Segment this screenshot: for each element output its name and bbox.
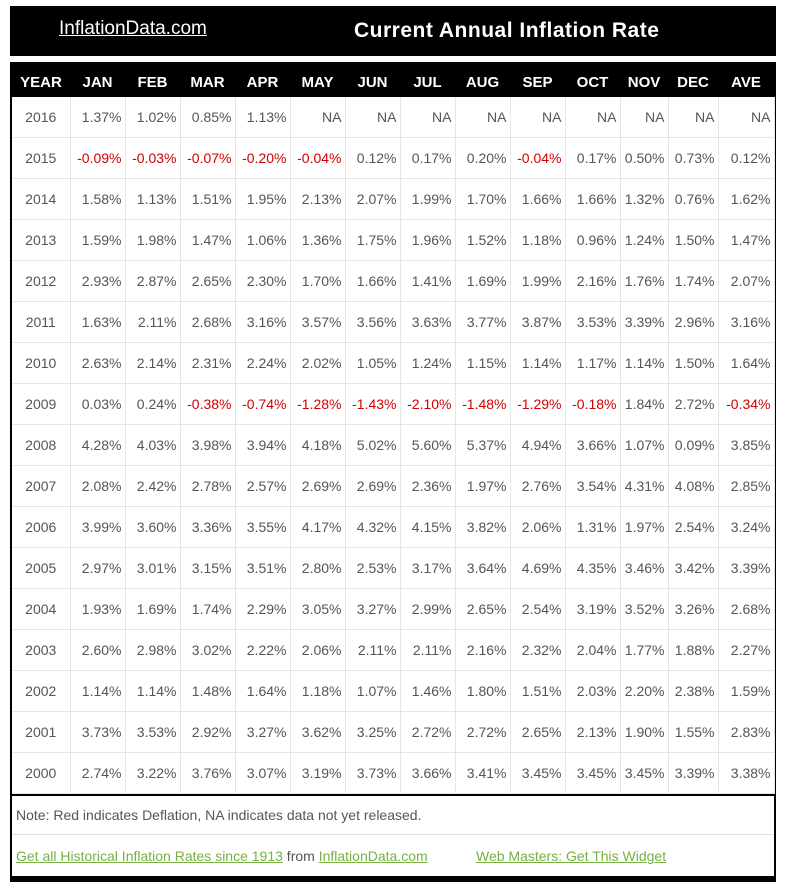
rate-cell: 1.59% [718,671,774,712]
rate-cell: 2.13% [290,179,345,220]
rate-cell: 3.73% [345,753,400,794]
rate-cell: NA [290,97,345,138]
rate-cell: 1.98% [125,220,180,261]
rate-cell: 1.17% [565,343,620,384]
year-cell: 2012 [12,261,70,302]
rate-cell: 3.39% [668,753,718,794]
column-header-sep: SEP [510,68,565,97]
rate-cell: 2.13% [565,712,620,753]
rate-cell: 1.66% [345,261,400,302]
rate-cell: -0.20% [235,138,290,179]
rate-cell: 0.03% [70,384,125,425]
site-link[interactable]: InflationData.com [59,18,207,39]
rate-cell: 2.24% [235,343,290,384]
rate-cell: 1.14% [510,343,565,384]
rate-cell: 4.31% [620,466,668,507]
rate-cell: -0.03% [125,138,180,179]
rate-cell: 2.68% [718,589,774,630]
rate-cell: 3.53% [565,302,620,343]
rate-cell: 1.96% [400,220,455,261]
rate-cell: 1.76% [620,261,668,302]
rate-cell: 2.53% [345,548,400,589]
footer-site-link[interactable]: InflationData.com [318,848,428,864]
table-row [12,179,774,220]
rate-cell: 4.18% [290,425,345,466]
rate-cell: 2.54% [510,589,565,630]
rate-cell: 0.20% [455,138,510,179]
rate-cell: 1.15% [455,343,510,384]
rate-cell: 3.17% [400,548,455,589]
rate-cell: 2.54% [668,507,718,548]
rate-cell: 2.87% [125,261,180,302]
rate-cell: 1.58% [70,179,125,220]
rate-cell: 3.39% [620,302,668,343]
rate-cell: 2.99% [400,589,455,630]
column-header-may: MAY [290,68,345,97]
rate-cell: 1.37% [70,97,125,138]
rate-cell: 3.01% [125,548,180,589]
rate-cell: 2.07% [345,179,400,220]
rate-cell: -1.28% [290,384,345,425]
rate-cell: 3.54% [565,466,620,507]
rate-cell: 3.85% [718,425,774,466]
rate-cell: 2.68% [180,302,235,343]
rate-cell: 1.84% [620,384,668,425]
rate-cell: 2.32% [510,630,565,671]
rate-cell: 3.46% [620,548,668,589]
rate-cell: 3.16% [718,302,774,343]
rate-cell: 1.51% [510,671,565,712]
rate-cell: 4.08% [668,466,718,507]
rate-cell: -0.18% [565,384,620,425]
year-cell: 2011 [12,302,70,343]
rate-cell: 0.50% [620,138,668,179]
rate-cell: 3.56% [345,302,400,343]
rate-cell: NA [345,97,400,138]
rate-cell: 2.93% [70,261,125,302]
footer-links [16,848,428,864]
rate-cell: 1.59% [70,220,125,261]
rate-cell: 1.66% [510,179,565,220]
rate-cell: 2.16% [455,630,510,671]
table-row [12,671,774,712]
rate-cell: 2.98% [125,630,180,671]
column-header-year: YEAR [12,68,70,97]
rate-cell: 0.76% [668,179,718,220]
rate-cell: 1.52% [455,220,510,261]
table-header-row [12,68,774,97]
rate-cell: 2.76% [510,466,565,507]
year-cell: 2016 [12,97,70,138]
rate-cell: 3.77% [455,302,510,343]
rate-cell: 1.47% [718,220,774,261]
rate-cell: 3.45% [510,753,565,794]
rate-cell: -0.38% [180,384,235,425]
rate-cell: 1.50% [668,220,718,261]
rate-cell: -1.48% [455,384,510,425]
rate-cell: 1.13% [125,179,180,220]
rate-cell: 2.06% [510,507,565,548]
rate-cell: 2.80% [290,548,345,589]
rate-cell: 2.30% [235,261,290,302]
column-header-ave: AVE [718,68,774,97]
rate-cell: 2.07% [718,261,774,302]
rate-cell: 3.39% [718,548,774,589]
year-cell: 2006 [12,507,70,548]
rate-cell: 0.96% [565,220,620,261]
rate-cell: -0.74% [235,384,290,425]
rate-cell: 5.02% [345,425,400,466]
rate-cell: 3.52% [620,589,668,630]
footer [12,796,774,876]
rate-cell: 1.14% [620,343,668,384]
rate-cell: 2.97% [70,548,125,589]
rate-cell: 3.66% [400,753,455,794]
rate-cell: 1.32% [620,179,668,220]
rate-cell: 3.62% [290,712,345,753]
rate-cell: 4.17% [290,507,345,548]
rate-cell: 1.41% [400,261,455,302]
rate-cell: 3.15% [180,548,235,589]
rate-cell: 1.55% [668,712,718,753]
rate-cell: 1.75% [345,220,400,261]
rate-cell: 3.45% [620,753,668,794]
rate-cell: 2.65% [510,712,565,753]
rate-cell: 1.14% [125,671,180,712]
rate-cell: 2.72% [400,712,455,753]
rate-cell: 1.36% [290,220,345,261]
rate-cell: 1.62% [718,179,774,220]
rate-cell: 3.87% [510,302,565,343]
rate-cell: 1.24% [400,343,455,384]
rate-cell: 1.97% [455,466,510,507]
rate-cell: 0.12% [345,138,400,179]
rate-cell: 1.77% [620,630,668,671]
rate-cell: 1.48% [180,671,235,712]
rate-cell: 1.07% [620,425,668,466]
rate-cell: 3.19% [565,589,620,630]
rate-cell: -0.07% [180,138,235,179]
table-row [12,220,774,261]
rate-cell: NA [400,97,455,138]
rate-cell: 4.03% [125,425,180,466]
year-cell: 2015 [12,138,70,179]
year-cell: 2009 [12,384,70,425]
rate-cell: 2.27% [718,630,774,671]
rate-cell: 3.63% [400,302,455,343]
rate-cell: 3.27% [345,589,400,630]
rate-cell: 1.70% [455,179,510,220]
table-row [12,753,774,794]
rate-cell: 0.24% [125,384,180,425]
rate-cell: 2.11% [125,302,180,343]
rate-cell: 2.38% [668,671,718,712]
rate-cell: 2.04% [565,630,620,671]
column-header-nov: NOV [620,68,668,97]
rate-cell: 2.57% [235,466,290,507]
rate-cell: 1.47% [180,220,235,261]
rate-cell: NA [565,97,620,138]
year-cell: 2004 [12,589,70,630]
rate-cell: 0.17% [565,138,620,179]
rate-cell: 1.46% [400,671,455,712]
rate-cell: 1.13% [235,97,290,138]
year-cell: 2010 [12,343,70,384]
rate-cell: NA [718,97,774,138]
year-cell: 2002 [12,671,70,712]
page-title: Current Annual Inflation Rate [354,19,660,42]
rate-cell: 1.74% [668,261,718,302]
year-cell: 2007 [12,466,70,507]
rate-cell: 2.96% [668,302,718,343]
rate-cell: NA [510,97,565,138]
rate-cell: 5.37% [455,425,510,466]
rate-cell: 1.24% [620,220,668,261]
table-row [12,548,774,589]
rate-cell: 2.16% [565,261,620,302]
rate-cell: 2.14% [125,343,180,384]
table-row [12,384,774,425]
rate-cell: 3.36% [180,507,235,548]
rate-cell: 3.22% [125,753,180,794]
rate-cell: 1.90% [620,712,668,753]
rate-cell: 3.41% [455,753,510,794]
rate-cell: 1.95% [235,179,290,220]
rate-cell: 3.05% [290,589,345,630]
table-row [12,302,774,343]
rate-cell: -1.29% [510,384,565,425]
rate-cell: 3.45% [565,753,620,794]
rate-cell: 4.28% [70,425,125,466]
rate-cell: 2.31% [180,343,235,384]
rate-cell: 3.38% [718,753,774,794]
rate-cell: 1.63% [70,302,125,343]
rate-cell: 2.69% [290,466,345,507]
rate-cell: 2.06% [290,630,345,671]
rate-cell: -0.04% [290,138,345,179]
rate-cell: 3.16% [235,302,290,343]
rate-cell: 1.18% [290,671,345,712]
rate-cell: 4.35% [565,548,620,589]
rate-cell: 2.08% [70,466,125,507]
rate-cell: 0.09% [668,425,718,466]
rate-cell: -1.43% [345,384,400,425]
rate-cell: 3.66% [565,425,620,466]
inflation-table [12,68,775,794]
header-bar [10,6,776,56]
table-row [12,712,774,753]
rate-cell: 2.11% [400,630,455,671]
rate-cell: 4.69% [510,548,565,589]
rate-cell: 3.26% [668,589,718,630]
column-header-jan: JAN [70,68,125,97]
rate-cell: 1.93% [70,589,125,630]
rate-cell: NA [455,97,510,138]
rate-cell: 1.74% [180,589,235,630]
column-header-aug: AUG [455,68,510,97]
rate-cell: 2.36% [400,466,455,507]
rate-cell: 0.73% [668,138,718,179]
table-row [12,97,774,138]
rate-cell: 1.69% [455,261,510,302]
rate-cell: 2.02% [290,343,345,384]
rate-cell: 1.70% [290,261,345,302]
get-widget-link[interactable]: Web Masters: Get This Widget [476,848,667,864]
rate-cell: -0.09% [70,138,125,179]
table-row [12,507,774,548]
rate-cell: 1.31% [565,507,620,548]
rate-cell: NA [668,97,718,138]
divider [12,834,774,835]
rate-cell: 1.51% [180,179,235,220]
rate-cell: 2.78% [180,466,235,507]
rate-cell: 3.82% [455,507,510,548]
rate-cell: 2.42% [125,466,180,507]
table-row [12,589,774,630]
rate-cell: 4.94% [510,425,565,466]
rate-cell: 3.07% [235,753,290,794]
rate-cell: 1.06% [235,220,290,261]
rate-cell: 0.85% [180,97,235,138]
column-header-jun: JUN [345,68,400,97]
rate-cell: 2.74% [70,753,125,794]
column-header-oct: OCT [565,68,620,97]
table-row [12,425,774,466]
rate-cell: 1.66% [565,179,620,220]
rate-cell: 3.25% [345,712,400,753]
table-row [12,466,774,507]
rate-cell: 3.27% [235,712,290,753]
rate-cell: 1.07% [345,671,400,712]
year-cell: 2008 [12,425,70,466]
rate-cell: 1.97% [620,507,668,548]
rate-cell: 2.65% [180,261,235,302]
year-cell: 2005 [12,548,70,589]
column-header-mar: MAR [180,68,235,97]
rate-cell: 4.15% [400,507,455,548]
rate-cell: 3.94% [235,425,290,466]
year-cell: 2013 [12,220,70,261]
rate-cell: 2.63% [70,343,125,384]
year-cell: 2003 [12,630,70,671]
rate-cell: 2.92% [180,712,235,753]
historical-rates-link[interactable]: Get all Historical Inflation Rates since 1913 [16,848,283,864]
rate-cell: 1.05% [345,343,400,384]
deflation-note: Note: Red indicates Deflation, NA indicates data not yet released. [16,807,422,823]
rate-cell: 3.73% [70,712,125,753]
rate-cell: 3.02% [180,630,235,671]
rate-cell: 3.53% [125,712,180,753]
rate-cell: 3.99% [70,507,125,548]
year-cell: 2014 [12,179,70,220]
rate-cell: 1.69% [125,589,180,630]
rate-cell: 2.20% [620,671,668,712]
rate-cell: 5.60% [400,425,455,466]
rate-cell: 2.69% [345,466,400,507]
rate-cell: 2.85% [718,466,774,507]
rate-cell: 3.98% [180,425,235,466]
rate-cell: NA [620,97,668,138]
rate-cell: 3.60% [125,507,180,548]
rate-cell: 1.64% [235,671,290,712]
table-row [12,630,774,671]
rate-cell: 3.51% [235,548,290,589]
rate-cell: 3.76% [180,753,235,794]
rate-cell: 1.14% [70,671,125,712]
rate-cell: 1.99% [510,261,565,302]
rate-cell: 2.83% [718,712,774,753]
year-cell: 2001 [12,712,70,753]
rate-cell: 4.32% [345,507,400,548]
table-row [12,138,774,179]
rate-cell: 1.88% [668,630,718,671]
rate-cell: -0.34% [718,384,774,425]
rate-cell: 3.19% [290,753,345,794]
rate-cell: 2.03% [565,671,620,712]
column-header-feb: FEB [125,68,180,97]
rate-cell: 1.99% [400,179,455,220]
rate-cell: 3.55% [235,507,290,548]
column-header-jul: JUL [400,68,455,97]
rate-cell: -2.10% [400,384,455,425]
rate-cell: 1.64% [718,343,774,384]
rate-cell: 3.57% [290,302,345,343]
rate-cell: 1.80% [455,671,510,712]
rate-cell: 1.18% [510,220,565,261]
rate-cell: 2.65% [455,589,510,630]
rate-cell: 2.29% [235,589,290,630]
rate-cell: 2.60% [70,630,125,671]
rate-cell: 2.72% [668,384,718,425]
table-row [12,343,774,384]
rate-cell: 2.11% [345,630,400,671]
year-cell: 2000 [12,753,70,794]
rate-cell: 0.12% [718,138,774,179]
rate-cell: 3.64% [455,548,510,589]
rate-cell: -0.04% [510,138,565,179]
rate-cell: 3.24% [718,507,774,548]
column-header-apr: APR [235,68,290,97]
rate-cell: 2.72% [455,712,510,753]
rate-cell: 1.50% [668,343,718,384]
column-header-dec: DEC [668,68,718,97]
rate-cell: 1.02% [125,97,180,138]
rate-cell: 0.17% [400,138,455,179]
rate-cell: 2.22% [235,630,290,671]
rate-cell: 3.42% [668,548,718,589]
from-text: from [282,848,319,864]
table-row [12,261,774,302]
